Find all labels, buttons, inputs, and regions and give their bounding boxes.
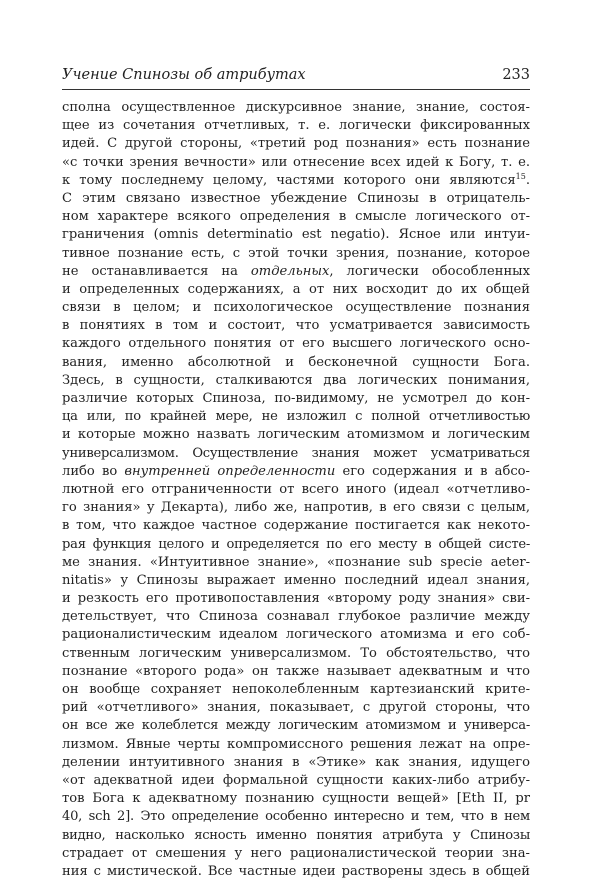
text-line: в понятиях в том и состоит, что усматривается зависимость (62, 318, 530, 334)
text-line-content: к тому последнему целому, частями которого они являются (62, 172, 516, 188)
header-rule (62, 89, 530, 90)
text-line: лизмом. Явные черты компромиссного решения лежат на опре- (62, 736, 530, 752)
text-line: ния с мистической. Все частные идеи растворены здесь в общей (62, 863, 530, 879)
text-line: рая функция целого и определяется по его месту в общей систе- (62, 536, 530, 552)
text-line: каждого отдельного понятия от его высшего логического осно- (62, 336, 530, 352)
text-line: связи в целом; и психологическое осуществление познания (62, 300, 530, 316)
text-line: видно, насколько ясность именно понятия атрибута у Спинозы (62, 827, 530, 843)
text-line-content: не останавливается на (62, 263, 238, 279)
emphasis: внутренней определенности (124, 463, 336, 479)
text-line: он вообще сохраняет непоколебленным картезианский крите- (62, 682, 530, 697)
page-number: 233 (502, 67, 530, 83)
running-title: Учение Спинозы об атрибутах (62, 67, 306, 83)
text-line: Здесь, в сущности, сталкиваются два логических понимания, (62, 372, 530, 388)
page-header (62, 66, 530, 84)
text-line: страдает от смешения у него рационалистической теории зна- (62, 845, 530, 861)
text-line (62, 263, 530, 281)
body-text (62, 99, 530, 881)
text-line: рий «отчетливого» знания, показывает, с другой стороны, что (62, 700, 530, 716)
text-line: «от адекватной идеи формальной сущности каких-либо атрибу- (62, 772, 530, 788)
text-line: 40, sch 2]. Это определение особенно интересно и тем, что в нем (62, 809, 530, 825)
footnote-ref[interactable]: 15 (515, 171, 526, 181)
text-line: и определенных содержаниях, а от них восходит до их общей (62, 281, 530, 297)
text-line: к тому последнему целому, частями которого они являются$^{15}$. (62, 171, 530, 188)
text-line: nitatis» у Спинозы выражает именно последний идеал знания, (62, 572, 530, 588)
text-line: ца или, по крайней мере, не изложил с полной отчетливостью (62, 409, 530, 425)
text-line: делении интуитивного знания в «Этике» как знания, идущего (62, 754, 530, 770)
text-line: различие которых Спиноза, по-видимому, не усмотрел до кон- (62, 391, 530, 406)
text-line: граничения (omnis determinatio est negatio). Ясное или интуи- (62, 227, 530, 243)
text-line: лютной его отграниченности от всего иного (идеал «отчетливо- (62, 481, 530, 497)
text-line: «с точки зрения вечности» или отнесение всех идей к Богу, т. е. (62, 154, 530, 170)
text-line: щее из сочетания отчетливых, т. е. логически фиксированных (62, 118, 530, 134)
text-line: познание «второго рода» он также называет адекватным и что (62, 663, 530, 679)
text-line: он все же колеблется между логическим атомизмом и универса- (62, 718, 530, 734)
text-line: тивное познание есть, с этой точки зрения, познание, которое (62, 245, 530, 261)
text-line: и которые можно назвать логическим атомизмом и логическим (62, 427, 530, 443)
text-line: вания, именно абсолютной и бесконечной сущности Бога. (62, 354, 530, 370)
text-line: ном характере всякого определения в смысле логического от- (62, 209, 530, 225)
text-line: рационалистическим идеалом логического атомизма и его соб- (62, 627, 530, 643)
text-line: ственным логическим универсализмом. То обстоятельство, что (62, 645, 530, 661)
text-line: тов Бога к адекватному познанию сущности вещей» [Eth II, pr (62, 791, 530, 807)
text-line-content: его содержания и в абсо- (335, 463, 530, 479)
text-line: в том, что каждое частное содержание постигается как некото- (62, 518, 530, 534)
text-line: универсализмом. Осуществление знания может усматриваться (62, 445, 530, 461)
text-line: детельствует, что Спиноза сознавал глубокое различие между (62, 609, 530, 625)
text-line: С этим связано известное убеждение Спинозы в отрицатель- (62, 190, 530, 206)
emphasis: отдельных (250, 263, 330, 279)
text-line: ме знания. «Интуитивное знание», «познание sub specie aeter- (62, 554, 530, 570)
text-line: сполна осуществленное дискурсивное знание, знание, состоя- (62, 100, 530, 115)
text-line (62, 463, 530, 481)
text-line: идей. С другой стороны, «третий род познания» есть познание (62, 136, 530, 152)
text-line: го знания» у Декарта), либо же, напротив, в его связи с целым, (62, 500, 530, 516)
text-line-content: либо во (62, 463, 118, 479)
text-line-content: , логически обособленных (329, 263, 530, 279)
text-line: и резкость его противопоставления «второму роду знания» сви- (62, 591, 530, 607)
